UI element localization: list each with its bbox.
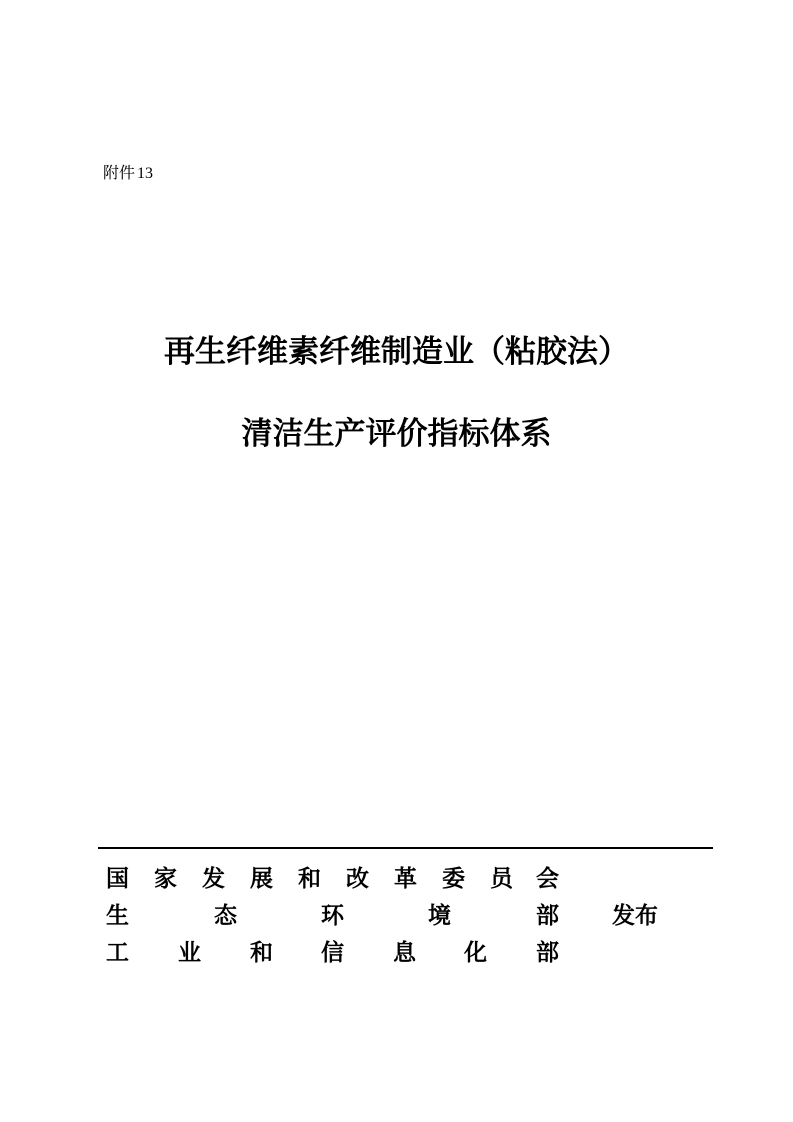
document-title-line-1: 再生纤维素纤维制造业（粘胶法） (164, 334, 629, 370)
issuer-char: 革 (394, 865, 417, 892)
document-title-line-2: 清洁生产评价指标体系 (241, 416, 552, 452)
issuer-char: 生 (106, 902, 129, 929)
attachment-label (103, 162, 153, 185)
issuer-char: 国 (106, 865, 129, 892)
issuer-char: 环 (321, 902, 344, 929)
issuer-char: 业 (178, 939, 201, 966)
issuer-char: 部 (536, 902, 559, 929)
publish-label: 发布 (612, 902, 658, 929)
issuer-char: 委 (442, 865, 465, 892)
divider-line (98, 847, 713, 849)
issuer-char: 境 (428, 902, 451, 929)
issuer-char: 信 (321, 939, 344, 966)
issuer-char: 和 (250, 939, 273, 966)
issuer-char: 化 (464, 939, 487, 966)
issuer-char: 员 (490, 865, 513, 892)
issuer-char: 息 (393, 939, 416, 966)
issuer-char: 改 (346, 865, 369, 892)
issuer-char: 部 (536, 939, 559, 966)
issuer-char: 发 (202, 865, 225, 892)
issuer-char: 家 (154, 865, 177, 892)
issuer-char: 展 (250, 865, 273, 892)
issuer-ndrc (106, 862, 706, 896)
issuer-char: 和 (298, 865, 321, 892)
issuer-char: 会 (536, 865, 559, 892)
attachment-number: 13 (137, 165, 154, 182)
issuer-char: 工 (106, 939, 129, 966)
issuer-char: 态 (214, 902, 237, 929)
attachment-text: 附件 (103, 163, 136, 182)
issuer-miit (106, 936, 706, 970)
